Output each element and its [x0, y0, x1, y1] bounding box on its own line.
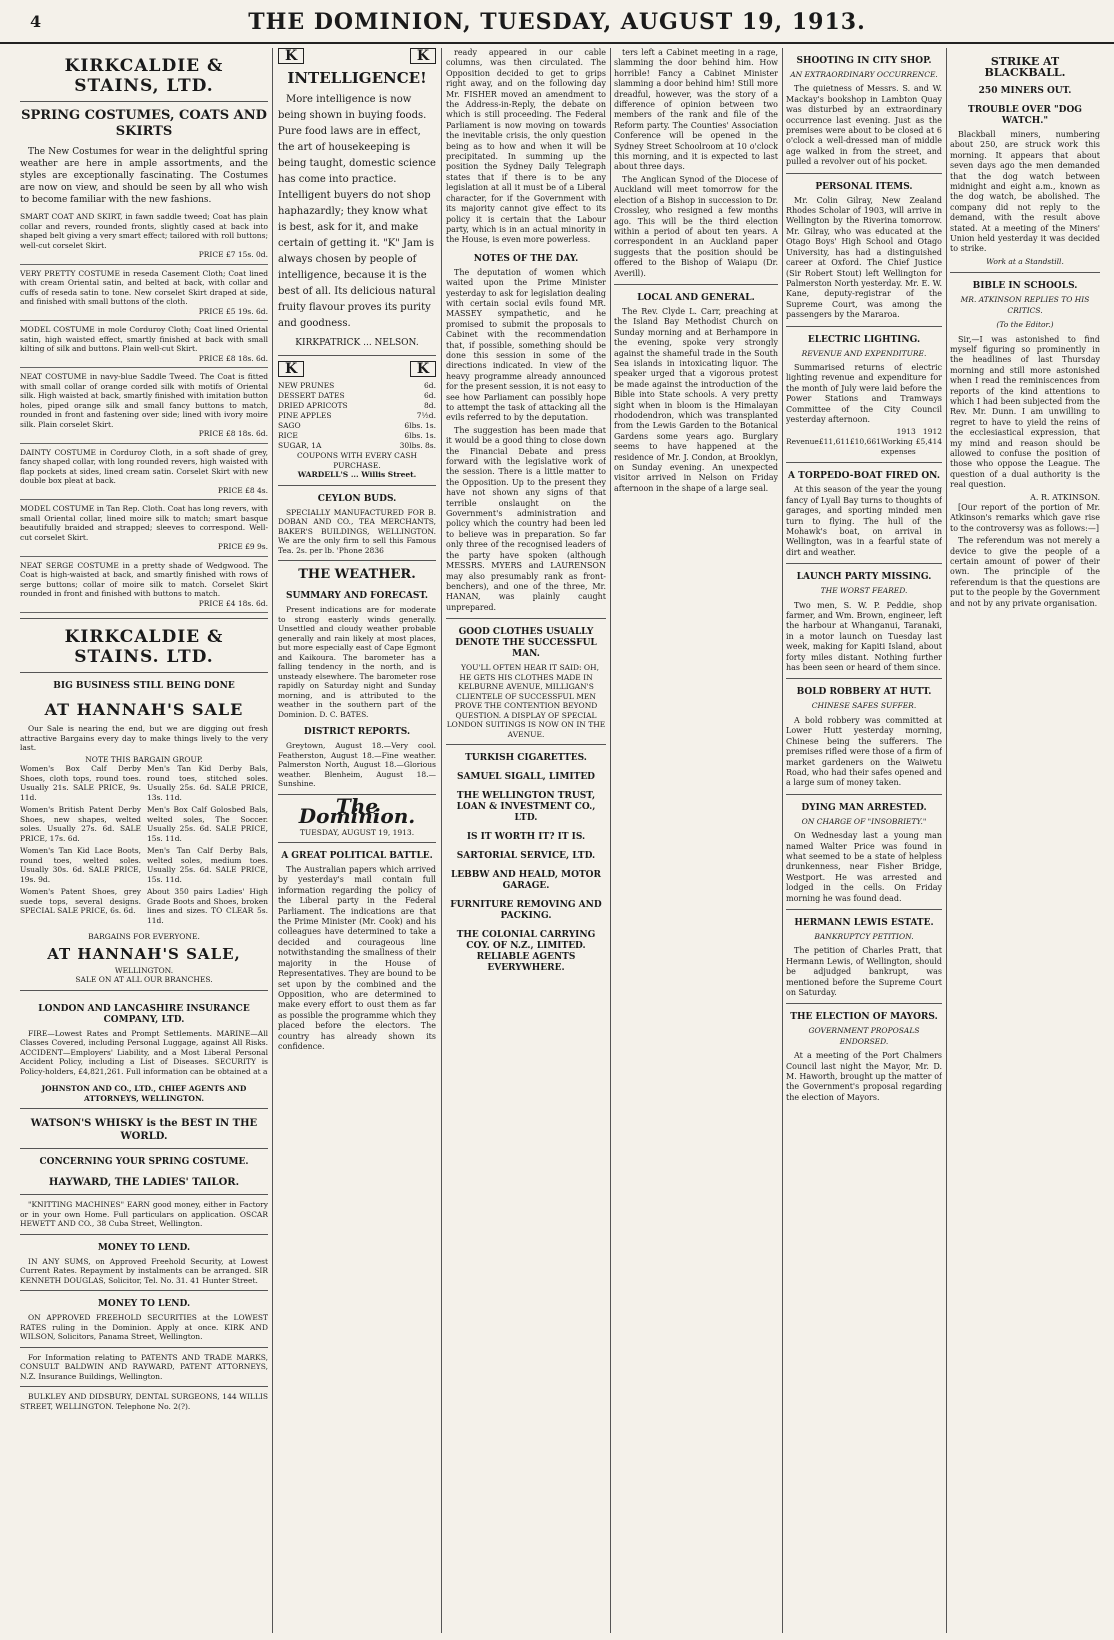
price-value: 6lbs. 1s. [404, 431, 436, 441]
bargain-item: Women's Patent Shoes, grey suede tops, several designs. SPECIAL SALE PRICE, 6s. 6d. [20, 887, 141, 915]
strike-heading: STRIKE AT BLACKBALL. [984, 55, 1066, 79]
notes-continued: ters left a Cabinet meeting in a rage, slamming the door behind him. How horrible! Fancy a Cabinet Minister slamming a door behind him! Still more dreadful, however, was the story of a difference of opinion between two members of the rank and file of the Reform party. The Counties' Association Conference will be opened in the Sydney Street Schoolroom at 10 o'clock this morning, and it is expected to last about three days. [614, 48, 778, 172]
money-to-lend-heading: MONEY TO LEND. [97, 1242, 191, 1253]
good-clothes-heading: GOOD CLOTHES USUALLY DENOTE THE SUCCESSFUL MAN. [455, 627, 597, 660]
weather-body: Present indications are for moderate to strong easterly winds generally. Unsettled and cloudy weather probable generally and rain likely at most places, but more especially east of Cape Egmont and Kaikoura. The barometer has a falling tendency in the north, and is unsteady elsewhere. The barometer rose rapidly on Saturday night and Sunday morning, and is attributed to the weather in the southern part of the Dominion. D. C. BATES. [278, 605, 436, 719]
bargain-item: Women's Tan Kid Lace Boots, round toes, welted soles. Usually 30s. 6d. SALE PRICE, 19s. 9d. [20, 846, 141, 884]
electric-table-row [786, 437, 881, 457]
sartorial-service: SARTORIAL SERVICE, LTD. [456, 851, 596, 862]
bible-schools-subheading: MR. ATKINSON REPLIES TO HIS CRITICS. [960, 295, 1090, 315]
left-ad-stack [20, 996, 268, 1414]
dominion-date: TUESDAY, AUGUST 19, 1913. [299, 827, 415, 837]
price-item: SAGO [278, 421, 301, 431]
price-value: 30lbs. 8s. [399, 441, 436, 451]
dying-man-heading: DYING MAN ARRESTED. [801, 802, 927, 813]
notes-paragraph-1: ready appeared in our cable columns, was then circulated. The Opposition decided to get to grips right away, and on the following day Mr. FISHER moved an amendment to the Address-in-Reply, the debate on which is still proceeding. The Federal Parliament is now moving on towards the inevitable crisis, the only question being as to how and when it will be precipitated. In summing up the position the Sydney Daily Telegraph states that if there is to be any legislation at all it must be of a Liberal character, for if the Government with its majority cannot give effect to its policy it is certain that the Labour party, which is in an actual minority in the House, is even more powerless. [446, 48, 606, 245]
weather-heading: THE WEATHER. [298, 567, 416, 583]
price-row [278, 421, 436, 431]
political-battle-body: The Australian papers which arrived by yesterday's mail contain full information regarding the policy of the Liberal party in the Federal Parliament. The indications are that the Prime Minister (Mr. Cook) and his colleagues have determined to take a decided and courageous line notwithstanding the smallness of their majority in the House of Representatives. They are bound to be set upon by the combined and the Opposition, who are determined to make every effort to oust them as far as possible the programme which they placed before the electors. The country has already shown its confidence. [278, 865, 436, 1051]
is-it-worth-it: IS IT WORTH IT? IT IS. [466, 832, 586, 843]
robbery-heading: BOLD ROBBERY AT HUTT. [796, 687, 932, 698]
notes-paragraph-3: The suggestion has been made that it would be a good thing to close down the Financial Debate and press forward with the legislative work of the session. There is a little matter to the Opposition. Up to the present they have not shown any signs of that terrible onslaught on the Government's administration and policy which the country had been led to believe was in preparation. So far only three of the recognised leaders of the party have spoken (although MESSRS. MYERS and LAURENSON may also presumably rank as front-benchers), and one of the three, Mr. HANAN, was plainly caught unprepared. [446, 425, 606, 612]
good-clothes-body: YOU'LL OFTEN HEAR IT SAID: OH, HE GETS HIS CLOTHES MADE IN KELBURNE AVENUE, MILLIGAN'S CLIENTELE OF SUCCESSFUL MEN PROVE THE CONTENTION BEYOND QUESTION. A DISPLAY OF SPECIAL LONDON SUITINGS IS NOW ON IN THE AVENUE. [446, 663, 606, 739]
bargain-grid [20, 764, 268, 928]
bible-editor-note: [Our report of the portion of Mr. Atkinson's remarks which gave rise to the controversy was as follows:—] [950, 503, 1100, 533]
spring-intro: The New Costumes for wear in the delightful spring weather are here in ample assortments, and the styles are exceptionally fascinating. The Costumes are now on view, and should be seen by all who wish to become familiar with the new fashions. [20, 147, 268, 205]
turkish-cigarettes-heading: TURKISH CIGARETTES. [465, 753, 587, 764]
costume-description: MODEL COSTUME in mole Corduroy Cloth; Coat lined Oriental satin, high waisted effect, smartly finished at back with small kilting of silk and buttons. Plain well-cut Skirt. [20, 325, 268, 353]
price-value: 6d. [424, 391, 436, 401]
costume-item [20, 321, 268, 368]
costume-description: SMART COAT AND SKIRT, in fawn saddle tweed; Coat has plain collar and revers, rounded fronts, slightly cased at back into shaped belt giving a very smart effect; tailored with roll buttons; well-cut corselet Skirt. [20, 212, 268, 250]
costume-price: PRICE £8 18s. 6d. [198, 353, 268, 363]
shooting-subheading: AN EXTRAORDINARY OCCURRENCE. [790, 70, 938, 79]
kirkcaldie-title: KIRKCALDIE & STAINS, LTD. [64, 56, 224, 96]
kirkcaldie-title-2: KIRKCALDIE & STAINS. LTD. [64, 627, 224, 667]
bargain-item: Women's Box Calf Derby Shoes, cloth tops, round toes. Usually 21s. SALE PRICE, 9s. 11d. [20, 764, 141, 802]
dying-man-subheading: ON CHARGE OF "INSOBRIETY." [801, 816, 927, 826]
hermann-lewis-body: The petition of Charles Pratt, that Hermann Lewis, of Wellington, should be adjudged bankrupt, was mentioned before the Supreme Court on Saturday. [786, 946, 942, 997]
bargain-item: Men's Tan Calf Derby Bals, welted soles, medium toes. Usually 25s. 6d. SALE PRICE, 15s. 11d. [147, 846, 268, 884]
price-row [278, 411, 436, 421]
costume-item [20, 208, 268, 265]
bargains-everyone: BARGAINS FOR EVERYONE. [88, 932, 200, 941]
anglican-synod: The Anglican Synod of the Diocese of Auckland will meet tomorrow for the election of a Bishop in succession to Dr. Crossley, who resigned a few months ago. This will be the third election within a period of about ten years. A correspondent in an Auckland paper suggests that the position should be offered to the Bishop of Waiapu (Dr. Averill). [614, 174, 778, 278]
electric-cell-v1913: £5,414 [915, 437, 942, 447]
price-value: 7½d. [416, 411, 436, 421]
strike-subheading: 250 MINERS OUT. [978, 86, 1072, 96]
column-notes [446, 48, 606, 1633]
year-1913: 1913 [896, 427, 916, 437]
price-value: 6d. [424, 381, 436, 391]
costume-description: NEAT SERGE COSTUME in a pretty shade of Wedgwood. The Coat is high-waisted at back, and smartly finished with rows of serge buttons; collar of moire silk to match. Corselet Skirt rounded in front and finished with buttons to match. [20, 560, 268, 598]
coupons-note: COUPONS WITH EVERY CASH PURCHASE. [296, 451, 418, 470]
watsons-whisky: WATSON'S WHISKY is the BEST IN THE WORLD. [30, 1118, 258, 1142]
hannah-sale-heading: AT HANNAH'S SALE [44, 700, 244, 719]
electric-lighting-subheading: REVENUE AND EXPENDITURE. [801, 348, 927, 358]
dominion-logo: The Dominion. [298, 793, 416, 829]
election-mayors-subheading: GOVERNMENT PROPOSALS ENDORSED. [808, 1026, 920, 1046]
dying-man-body: On Wednesday last a young man named Walter Price was found in what seemed to be a state of helpless drunkenness, near Fisher Bridge, Westport. He was arrested and lodged in the cells. On Friday morning he was found dead. [786, 831, 942, 903]
hannah-intro: Our Sale is nearing the end, but we are digging out fresh attractive Bargains every day to make things lively to the very last. [20, 724, 268, 752]
district-reports-heading: DISTRICT REPORTS. [303, 727, 411, 738]
price-value: 6lbs. 1s. [404, 421, 436, 431]
column-advertisements-1 [20, 48, 268, 1633]
hermann-lewis-heading: HERMANN LEWIS ESTATE. [794, 917, 934, 928]
to-the-editor: (To the Editor.) [996, 320, 1054, 330]
column-news [786, 48, 942, 1633]
money-to-lend-heading-2: MONEY TO LEND. [97, 1299, 191, 1309]
k-logo: K [278, 361, 304, 377]
costume-description: VERY PRETTY COSTUME in reseda Casement Cloth; Coat lined with cream Oriental satin, and belted at back, with collar and cuffs of reseda satin to tone. New corselet Skirt draped at side, and finished with small buttons of the cloth. [20, 268, 268, 306]
wardells-willis-street: WARDELL'S ... Willis Street. [297, 470, 417, 480]
hermann-lewis-subheading: BANKRUPTCY PETITION. [814, 931, 914, 941]
personal-items-heading: PERSONAL ITEMS. [815, 181, 913, 192]
costume-list [20, 208, 268, 613]
big-business-heading: BIG BUSINESS STILL BEING DONE [53, 681, 235, 691]
wellington-label: WELLINGTON. [114, 965, 174, 975]
column-rule [272, 48, 273, 1633]
column-news-2 [950, 48, 1100, 1633]
notes-paragraph-2: The deputation of women which waited upon the Prime Minister yesterday to ask for legislation dealing with certain social evils found MR. MASSEY sympathetic, and he promised to submit the proposals to Cabinet with the recommendation that, if possible, something should be done this session in some of the directions indicated. In view of the heavy programme already announced for the present session, it is not easy to see how Parliament can possibly hope to attempt the task of attacking all the evils referred to by the deputation. [446, 267, 606, 423]
ceylon-buds-heading: CEYLON BUDS. [317, 493, 397, 504]
bargain-item: Men's Tan Kid Derby Bals, round toes, stitched soles. Usually 25s. 6d. SALE PRICE, 13s. 11d. [147, 764, 268, 802]
shooting-body: The quietness of Messrs. S. and W. Mackay's bookshop in Lambton Quay was disturbed by an extraordinary occurrence last evening. Just as the premises were about to be closed at 6 o'clock a well-dressed man of middle age walked in from the street, and pulled a revolver out of his pocket. [786, 84, 942, 167]
launch-party-heading: LAUNCH PARTY MISSING. [796, 572, 932, 583]
price-row [278, 401, 436, 411]
costume-price: PRICE £8 4s. [217, 485, 268, 495]
london-insurance-body: FIRE—Lowest Rates and Prompt Settlements. MARINE—All Classes Covered, including Personal Luggage, against All Risks. ACCIDENT—Employers' Liability, and a Most Liberal Personal Accident Policy, including a List of Diseases. SECURITY is Policy-holders, £4,821,261. Full information can be obtained at a [20, 1028, 268, 1076]
electric-lighting-heading: ELECTRIC LIGHTING. [807, 334, 921, 345]
column-advertisements-2 [278, 48, 436, 1633]
election-mayors-heading: THE ELECTION OF MAYORS. [790, 1012, 938, 1023]
motor-garage: LEBBW AND HEALD, MOTOR GARAGE. [450, 870, 602, 892]
notes-of-the-day-heading: NOTES OF THE DAY. [473, 253, 579, 264]
wellington-trust: THE WELLINGTON TRUST, LOAN & INVESTMENT CO., LTD. [456, 791, 596, 824]
column-rule [946, 48, 947, 1633]
money-to-lend-body: IN ANY SUMS, on Approved Freehold Security, at Lowest Current Rates. Repayment by instalments can be arranged. SIR KENNETH DOUGLAS, Solicitor, Tel. No. 31. 41 Hunter Street. [20, 1256, 268, 1285]
dental-surgeons-ad: BULKLEY AND DIDSBURY, DENTAL SURGEONS, 144 WILLIS STREET, WELLINGTON. Telephone No. 2(?). [20, 1392, 268, 1411]
costume-price: PRICE £7 15s. 0d. [198, 250, 268, 259]
costume-description: NEAT COSTUME in navy-blue Saddle Tweed. The Coat is fitted with small collar of orange corded silk with motifs of Oriental silk. High waisted at back, smartly finished with imitation button holes, piped orange silk and small fancy buttons to match, rounded in front and fastening over side; lined with ivory moire silk. Plain corselet Skirt. [20, 372, 268, 429]
price-item: NEW PRUNES [278, 381, 335, 391]
kirkpatrick-nelson: KIRKPATRICK ... NELSON. [295, 338, 419, 349]
money-to-lend-body-2: ON APPROVED FREEHOLD SECURITIES at the LOWEST RATES ruling in the Dominion. Apply at once. KIRK AND WILSON, Solicitors, Panama Street, Wellington. [20, 1313, 268, 1341]
torpedo-heading: A TORPEDO-BOAT FIRED ON. [788, 471, 940, 482]
electric-cell-label: Revenue [786, 437, 819, 447]
samuel-sigall: SAMUEL SIGALL, LIMITED [457, 772, 595, 783]
robbery-body: A bold robbery was committed at Lower Hutt yesterday morning, Chinese being the sufferers. The premises rifled were those of a firm of market gardeners on the Waiwetu Road, who had their safes opened and a large sum of money taken. [786, 715, 942, 788]
bargain-item: Women's British Patent Derby Shoes, new shapes, welted soles. Usually 27s. 6d. SALE PRICE, 17s. 6d. [20, 805, 141, 843]
spring-costume-heading: CONCERNING YOUR SPRING COSTUME. [39, 1157, 249, 1167]
costume-price: PRICE £5 19s. 6d. [198, 306, 268, 316]
grocery-price-list [278, 381, 436, 451]
costume-item [20, 444, 268, 501]
page-number: 4 [30, 12, 42, 31]
price-item: RICE [278, 431, 298, 441]
letter-signature: A. R. ATKINSON. [1030, 492, 1100, 502]
costume-description: MODEL COSTUME in Tan Rep. Cloth. Coat has long revers, with small Oriental collar, lined moire silk to match; smart basque beautifully braided and strapped; sleeves to correspond. Well-cut corselet Skirt. [20, 504, 268, 542]
price-item: DESSERT DATES [278, 391, 345, 401]
price-row [278, 391, 436, 401]
costume-price: PRICE £8 18s. 6d. [198, 429, 268, 438]
costume-item [20, 368, 268, 444]
ceylon-buds-body: SPECIALLY MANUFACTURED FOR B. DOBAN AND CO., TEA MERCHANTS, BAKER'S BUILDINGS, WELLINGTON. We are the only firm to sell this Famous Tea. 2s. per lb. 'Phone 2836 [278, 507, 436, 555]
price-value: 8d. [424, 401, 436, 411]
torpedo-body: At this season of the year the young fancy of Lyall Bay turns to thoughts of garages, and sporting minded men turn to flying. The hull of the Mohawk's boat, on arrival in Wellington, was in a fearful state of dirt and weather. [786, 485, 942, 557]
electric-lighting-body: Summarised returns of electric lighting revenue and expenditure for the month of July were laid before the Power Stations and Tramways Committee of the City Council yesterday afternoon. [786, 362, 942, 424]
personal-items-body: Mr. Colin Gilray, New Zealand Rhodes Scholar of 1903, will arrive in Wellington by the Riverina tomorrow. Mr. Gilray, who was educated at the Otago Boys' High School and Otago University, has had a distinguished career at Oxford. The Chief Justice (Sir Robert Stout) left Wellington for Palmerston North yesterday. Mr. E. W. Kane, deputy-registrar of the Supreme Court, was among the passengers by the Mararoa. [786, 195, 942, 320]
costume-price: PRICE £4 18s. 6d. [198, 598, 268, 608]
work-standstill: Work at a Standstill. [986, 256, 1064, 266]
column-rule [441, 48, 442, 1633]
k-logo: K [410, 48, 436, 64]
bargain-item: Men's Box Calf Golosbed Bals, welted soles, The Soccer. Usually 25s. 6d. SALE PRICE, 15s. 11d. [147, 805, 268, 843]
colonial-carrying: THE COLONIAL CARRYING COY. OF N.Z., LIMITED. RELIABLE AGENTS EVERYWHERE. [456, 930, 596, 974]
costume-item [20, 557, 268, 614]
bible-schools-heading: BIBLE IN SCHOOLS. [972, 281, 1078, 292]
shooting-heading: SHOOTING IN CITY SHOP. [796, 56, 932, 66]
political-battle-heading: A GREAT POLITICAL BATTLE. [281, 851, 433, 862]
robbery-subheading: CHINESE SAFES SUFFER. [811, 701, 917, 711]
dog-watch-body: Blackball miners, numbering about 250, are struck work this morning. It appears that about seven days ago the men demanded that the dog watch between midnight and eight a.m., known as the dog watch, be abolished. The company did not reply to the demand, with the result above stated. At a meeting of the Miners' Union held yesterday it was decided to strike. [950, 130, 1100, 254]
bargain-item: About 350 pairs Ladies' High Grade Boots and Shoes, broken lines and sizes. TO CLEAR 5s. 11d. [147, 887, 268, 925]
intelligence-heading: INTELLIGENCE! [287, 69, 427, 88]
electric-table [786, 427, 942, 457]
price-item: SUGAR, 1A [278, 441, 322, 451]
costume-description: DAINTY COSTUME in Corduroy Cloth, in a soft shade of grey, fancy shaped collar, with long rounded revers, high waisted with flap pockets at sides, lined cream satin. Corselet Skirt with new double box pleat at back. [20, 447, 268, 485]
furniture-removing: FURNITURE REMOVING AND PACKING. [450, 900, 602, 922]
launch-party-body: Two men, S. W. P. Peddie, shop farmer, and Wm. Brown, engineer, left the harbour at Whanganui, Taranaki, in a motor launch on Tuesday last week, making for Kapiti Island, about forty miles distant. Nothing further has been seen or heard of them since. [786, 600, 942, 673]
column-local-news [614, 48, 778, 1633]
costume-item [20, 265, 268, 322]
district-reports-body: Greytown, August 18.—Very cool. Featherston, August 18.—Fine weather. Palmerston North, August 18.—Glorious weather. Blenheim, August 18.—Sunshine. [278, 741, 436, 789]
column-rule [610, 48, 611, 1633]
launch-party-subheading: THE WORST FEARED. [820, 586, 908, 596]
column-rule [782, 48, 783, 1633]
costume-price: PRICE £9 9s. [217, 542, 268, 551]
price-row [278, 431, 436, 441]
electric-cell-v1912: £10,661 [849, 437, 881, 447]
bargain-column-men [147, 764, 268, 928]
k-logo: K [410, 361, 436, 377]
k-logo: K [278, 48, 304, 64]
london-insurance-title: LONDON AND LANCASHIRE INSURANCE COMPANY, LTD. [38, 1003, 250, 1025]
price-item: DRIED APRICOTS [278, 401, 348, 411]
costume-item [20, 500, 268, 557]
price-row [278, 441, 436, 451]
electric-cell-v1913: £11,611 [818, 437, 850, 447]
bargain-note: NOTE THIS BARGAIN GROUP. [85, 754, 203, 764]
election-mayors-body: At a meeting of the Port Chalmers Council last night the Mayor, Mr. D. M. Haworth, brought up the matter of the Government's proposal regarding the election of Mayors. [786, 1051, 942, 1102]
price-row [278, 381, 436, 391]
electric-table-row [881, 437, 942, 457]
bible-letter-body-2: The referendum was not merely a device to give the people of a certain amount of power of their own. The principle of the referendum is that the questions are put to the people by the Government and not by any private organisation. [950, 536, 1100, 608]
spring-costumes-heading: SPRING COSTUMES, COATS AND SKIRTS [21, 108, 267, 139]
masthead [0, 0, 1114, 44]
weather-subheading: SUMMARY AND FORECAST. [285, 591, 429, 602]
intelligence-body: More intelligence is now being shown in buying foods. Pure food laws are in effect, the art of housekeeping is being taught, domestic science has come into practice. Intelligent buyers do not shop haphazardly; they know what is best, ask for it, and make certain of getting it. "K" Jam is always chosen by people of intelligence, because it is the best of all. Its delicious natural fruity flavour proves its purity and goodness. [278, 94, 436, 330]
hannah-sale-heading-2: AT HANNAH'S SALE, [47, 944, 241, 963]
local-and-general-heading: LOCAL AND GENERAL. [637, 292, 755, 303]
patents-ad: For Information relating to PATENTS AND TRADE MARKS, CONSULT BALDWIN AND RAYWARD, PATENT ATTORNEYS, N.Z. Insurance Buildings, Wellington. [20, 1352, 268, 1381]
bible-letter-body: Sir,—I was astonished to find myself figuring so prominently in the headlines of last Thursday morning and still more astonished when I read the reminiscences from reports of the kind attentions to which I had been subjected from the Rev. Mr. Dunn. I am unwilling to regret to have to yield the reins of the ecclesiastical expression, that my mind and reason should be allowed to confuse the position of those who oppose the League. The question of a dual authority is the real question. [950, 334, 1100, 490]
hayward-tailor: HAYWARD, THE LADIES' TAILOR. [48, 1177, 240, 1188]
electric-cell-label: Working expenses [880, 437, 916, 457]
johnston-agents: JOHNSTON AND CO., LTD., CHIEF AGENTS AND ATTORNEYS, WELLINGTON. [41, 1084, 247, 1103]
knitting-machines-ad: "KNITTING MACHINES" EARN good money, either in Factory or in your own Home. Full particulars on application. OSCAR HEWETT AND CO., 38 Cuba Street, Wellington. [20, 1200, 268, 1228]
year-1912: 1912 [922, 427, 942, 437]
newspaper-title: THE DOMINION, TUESDAY, AUGUST 19, 1913. [248, 9, 866, 35]
dog-watch-heading: TROUBLE OVER "DOG WATCH." [968, 105, 1082, 126]
price-item: PINE APPLES [278, 411, 332, 421]
bargain-column-women [20, 764, 141, 928]
local-and-general-body: The Rev. Clyde L. Carr, preaching at the Island Bay Methodist Church on Sunday morning and at Berhampore in the evening, spoke very strongly against the shameful trade in the South Sea islands in intoxicating liquor. The speaker urged that a vigorous protest be made against the introduction of the Bible into State schools. A very pretty sight when in bloom is the Himalayan rhododendron, which was transplanted from the Lewis Garden to the Botanical Gardens some years ago. Burglary seems to have happened at the residence of Mr. J. Condon, at Brooklyn, on Sunday evening. An unexpected visitor arrived in Nelson on Friday afternoon in the shape of a large seal. [614, 306, 778, 493]
sale-branches: SALE ON AT ALL OUR BRANCHES. [75, 975, 213, 984]
